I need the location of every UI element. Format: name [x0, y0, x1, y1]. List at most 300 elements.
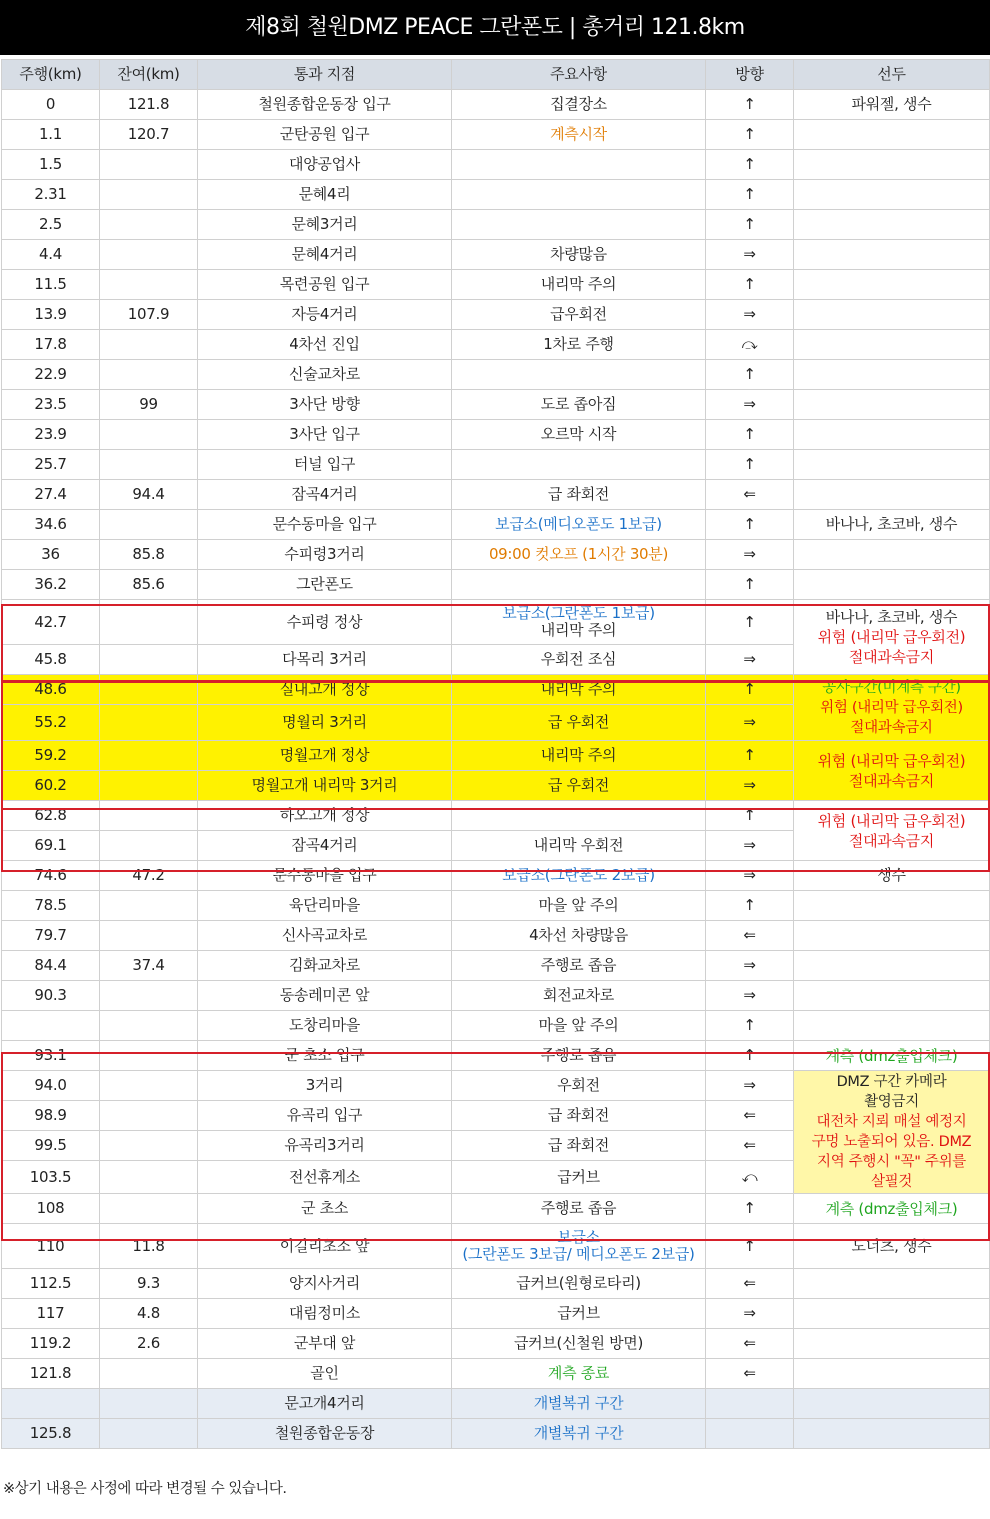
cell-memo: 우회전	[452, 1071, 706, 1101]
cell-point: 3거리	[198, 1071, 452, 1101]
cell-memo: 급 좌회전	[452, 1101, 706, 1131]
cell-memo: 주행로 좁음	[452, 1194, 706, 1224]
cell-memo: 급 우회전	[452, 771, 706, 801]
supply-label: 보급소	[557, 1228, 600, 1246]
cell-point: 전선휴게소	[198, 1161, 452, 1194]
box3-body	[2, 801, 990, 861]
arrow-left-icon: ⇐	[706, 1131, 794, 1161]
table-row	[2, 330, 990, 360]
cell-guide	[794, 981, 990, 1011]
cell-km: 1.5	[2, 150, 100, 180]
cell-point: 잠곡4거리	[198, 831, 452, 861]
cell-remaining: 9.3	[100, 1269, 198, 1299]
cell-guide	[794, 921, 990, 951]
cell-memo: 급 좌회전	[452, 480, 706, 510]
cell-memo	[452, 801, 706, 831]
danger-label: 위험 (내리막 급우회전)	[820, 699, 963, 716]
cell-km: 48.6	[2, 675, 100, 705]
cell-memo: 보급소(메디오폰도 1보급)	[452, 510, 706, 540]
cell-memo	[452, 210, 706, 240]
warning-label: 절대과속금지	[848, 771, 935, 790]
arrow-right-icon: ⇒	[706, 861, 794, 891]
table-row	[2, 240, 990, 270]
direction-empty	[706, 1389, 794, 1419]
header-remaining: 잔여(km)	[100, 60, 198, 90]
cell-km: 36.2	[2, 570, 100, 600]
cell-km: 103.5	[2, 1161, 100, 1194]
cell-remaining: 85.6	[100, 570, 198, 600]
cell-remaining	[100, 270, 198, 300]
cell-km: 23.9	[2, 420, 100, 450]
arrow-up-icon: ↑	[706, 600, 794, 645]
cell-remaining: 11.8	[100, 1224, 198, 1269]
cell-memo: 급 우회전	[452, 705, 706, 741]
cell-memo: 계측시작	[452, 120, 706, 150]
cell-point: 명월고개 정상	[198, 741, 452, 771]
mine-warning-line: 살필것	[870, 1174, 913, 1190]
cell-memo	[452, 1224, 706, 1269]
table-row	[2, 210, 990, 240]
cell-point: 자등4거리	[198, 300, 452, 330]
cell-point: 명월리 3거리	[198, 705, 452, 741]
table-row	[2, 951, 990, 981]
cell-guide	[794, 450, 990, 480]
arrow-left-icon: ⇐	[706, 921, 794, 951]
table-row	[2, 981, 990, 1011]
cell-km: 2.31	[2, 180, 100, 210]
cell-remaining: 47.2	[100, 861, 198, 891]
cell-point: 문혜3거리	[198, 210, 452, 240]
cell-remaining	[100, 675, 198, 705]
cell-memo: 계측 종료	[452, 1359, 706, 1389]
cell-remaining: 2.6	[100, 1329, 198, 1359]
cell-remaining: 85.8	[100, 540, 198, 570]
arrow-right-icon: ⇒	[706, 831, 794, 861]
table-row	[2, 450, 990, 480]
cell-guide	[794, 480, 990, 510]
cell-km: 99.5	[2, 1131, 100, 1161]
table-row	[2, 1071, 990, 1101]
cell-km: 4.4	[2, 240, 100, 270]
supply-label: 보급소(그란폰도 1보급)	[502, 604, 655, 622]
cell-km: 78.5	[2, 891, 100, 921]
cell-remaining	[100, 1011, 198, 1041]
cell-point: 잠곡4거리	[198, 480, 452, 510]
arrow-up-icon: ↑	[706, 90, 794, 120]
table-row	[2, 675, 990, 705]
cell-km: 117	[2, 1299, 100, 1329]
cell-guide	[794, 801, 990, 861]
cell-km: 23.5	[2, 390, 100, 420]
cell-guide	[794, 675, 990, 741]
cell-guide	[794, 1011, 990, 1041]
arrow-right-icon: ⇒	[706, 540, 794, 570]
cell-remaining: 4.8	[100, 1299, 198, 1329]
table-body-1	[2, 90, 990, 600]
cell-point: 육단리마을	[198, 891, 452, 921]
arrow-right-icon: ⇒	[706, 705, 794, 741]
cell-memo: 급커브(원형로타리)	[452, 1269, 706, 1299]
cell-remaining	[100, 1161, 198, 1194]
cell-point: 명월고개 내리막 3거리	[198, 771, 452, 801]
arrow-left-icon: ⇐	[706, 1269, 794, 1299]
cell-memo: 1차로 주행	[452, 330, 706, 360]
cell-guide	[794, 891, 990, 921]
cell-memo: 집결장소	[452, 90, 706, 120]
cell-remaining	[100, 1419, 198, 1449]
cell-point: 문혜4거리	[198, 240, 452, 270]
arrow-up-icon: ↑	[706, 210, 794, 240]
table-row	[2, 1269, 990, 1299]
arrow-up-icon: ↑	[706, 450, 794, 480]
cell-remaining: 99	[100, 390, 198, 420]
cell-guide	[794, 1359, 990, 1389]
cell-guide	[794, 300, 990, 330]
cell-remaining	[100, 360, 198, 390]
cell-memo: 회전교차로	[452, 981, 706, 1011]
table-body-2	[2, 861, 990, 1041]
cell-km: 98.9	[2, 1101, 100, 1131]
cell-remaining	[100, 981, 198, 1011]
cell-remaining	[100, 921, 198, 951]
cell-guide	[794, 1299, 990, 1329]
cell-point: 목련공원 입구	[198, 270, 452, 300]
cell-remaining	[100, 891, 198, 921]
cell-memo	[452, 360, 706, 390]
table-row	[2, 1011, 990, 1041]
cell-memo: 개별복귀 구간	[452, 1389, 706, 1419]
table-row	[2, 741, 990, 771]
table-row	[2, 921, 990, 951]
table-row	[2, 90, 990, 120]
warning-label: 절대과속금지	[848, 831, 935, 850]
cell-km: 60.2	[2, 771, 100, 801]
cell-remaining	[100, 1071, 198, 1101]
arrow-up-icon: ↑	[706, 570, 794, 600]
cell-memo: 마을 앞 주의	[452, 1011, 706, 1041]
arrow-up-icon: ↑	[706, 360, 794, 390]
cell-point: 문고개4거리	[198, 1389, 452, 1419]
cell-point: 철원종합운동장	[198, 1419, 452, 1449]
cell-point: 군부대 앞	[198, 1329, 452, 1359]
route-table-wrap	[1, 59, 989, 1449]
table-header-row	[2, 60, 990, 90]
cell-memo: 오르막 시작	[452, 420, 706, 450]
cell-km: 79.7	[2, 921, 100, 951]
footnote: ※상기 내용은 사정에 따라 변경될 수 있습니다.	[3, 1481, 287, 1497]
mine-warning-line: 지역 주행시 "꼭" 주위를	[816, 1154, 967, 1170]
table-row	[2, 150, 990, 180]
cell-point: 군 초소 입구	[198, 1041, 452, 1071]
arrow-up-icon: ↑	[706, 150, 794, 180]
arrow-up-icon: ↑	[706, 891, 794, 921]
table-row	[2, 861, 990, 891]
cell-km: 74.6	[2, 861, 100, 891]
table-row	[2, 891, 990, 921]
cell-guide	[794, 540, 990, 570]
cell-remaining	[100, 600, 198, 645]
arrow-right-icon: ⇒	[706, 951, 794, 981]
table-row	[2, 1299, 990, 1329]
box4-body	[2, 1041, 990, 1224]
cell-guide	[794, 741, 990, 801]
table-row	[2, 600, 990, 645]
cell-point: 유곡리3거리	[198, 1131, 452, 1161]
cell-remaining	[100, 150, 198, 180]
cell-km: 45.8	[2, 645, 100, 675]
cell-km: 69.1	[2, 831, 100, 861]
cell-km: 108	[2, 1194, 100, 1224]
arrow-left-icon: ⇐	[706, 1329, 794, 1359]
cell-memo	[452, 600, 706, 645]
cell-memo: 급우회전	[452, 300, 706, 330]
row110-body	[2, 1224, 990, 1269]
cell-guide	[794, 180, 990, 210]
cell-km: 1.1	[2, 120, 100, 150]
arrow-right-icon: ⇒	[706, 981, 794, 1011]
warning-label: 절대과속금지	[850, 719, 933, 736]
arrow-curve-icon: ⤺	[706, 1161, 794, 1194]
cell-memo: 급커브	[452, 1161, 706, 1194]
arrow-up-icon: ↑	[706, 510, 794, 540]
box2-body	[2, 675, 990, 801]
cell-km: 22.9	[2, 360, 100, 390]
cell-guide	[794, 210, 990, 240]
memo-line: 내리막 주의	[540, 621, 617, 639]
arrow-up-icon: ↑	[706, 1041, 794, 1071]
cell-point: 유곡리 입구	[198, 1101, 452, 1131]
cell-km: 25.7	[2, 450, 100, 480]
header-guide: 선두	[794, 60, 990, 90]
cell-km: 84.4	[2, 951, 100, 981]
cell-remaining	[100, 420, 198, 450]
cell-remaining	[100, 801, 198, 831]
arrow-up-icon: ↑	[706, 675, 794, 705]
table-row	[2, 180, 990, 210]
arrow-right-icon: ⇒	[706, 1071, 794, 1101]
arrow-up-icon: ↑	[706, 1194, 794, 1224]
page-title: 제8회 철원DMZ PEACE 그란폰도 | 총거리 121.8km	[0, 0, 990, 55]
cell-memo: 차량많음	[452, 240, 706, 270]
header-km: 주행(km)	[2, 60, 100, 90]
cell-memo: 우회전 조심	[452, 645, 706, 675]
table-row	[2, 801, 990, 831]
cell-memo: 내리막 주의	[452, 741, 706, 771]
camera-warning-line: DMZ 구간 카메라	[836, 1074, 947, 1090]
cell-memo: 주행로 좁음	[452, 951, 706, 981]
cell-point: 김화교차로	[198, 951, 452, 981]
cell-km: 17.8	[2, 330, 100, 360]
table-row	[2, 1389, 990, 1419]
cell-point: 터널 입구	[198, 450, 452, 480]
cell-point: 문수동마을 입구	[198, 510, 452, 540]
cell-km: 34.6	[2, 510, 100, 540]
cell-guide	[794, 390, 990, 420]
arrow-right-icon: ⇒	[706, 1299, 794, 1329]
cell-memo	[452, 570, 706, 600]
cell-km: 0	[2, 90, 100, 120]
cell-memo: 마을 앞 주의	[452, 891, 706, 921]
table-row	[2, 1419, 990, 1449]
cell-km: 119.2	[2, 1329, 100, 1359]
arrow-up-icon: ↑	[706, 1224, 794, 1269]
cell-point: 군 초소	[198, 1194, 452, 1224]
arrow-up-icon: ↑	[706, 801, 794, 831]
cell-km: 110	[2, 1224, 100, 1269]
route-table	[1, 59, 990, 1449]
cell-point: 수피령 정상	[198, 600, 452, 645]
cell-remaining	[100, 1359, 198, 1389]
arrow-curve-icon: ⤼	[706, 330, 794, 360]
cell-point: 신술교차로	[198, 360, 452, 390]
camera-warning-line: 촬영금지	[864, 1094, 919, 1110]
cell-point: 대양공업사	[198, 150, 452, 180]
danger-label: 위험 (내리막 급우회전)	[817, 628, 966, 646]
cell-guide	[794, 120, 990, 150]
cell-remaining	[100, 210, 198, 240]
cell-remaining	[100, 705, 198, 741]
cell-km: 2.5	[2, 210, 100, 240]
cell-point: 군탄공원 입구	[198, 120, 452, 150]
arrow-up-icon: ↑	[706, 270, 794, 300]
cell-point: 문혜4리	[198, 180, 452, 210]
arrow-right-icon: ⇒	[706, 771, 794, 801]
cell-km: 121.8	[2, 1359, 100, 1389]
cell-point: 수피령3거리	[198, 540, 452, 570]
cell-guide	[794, 1269, 990, 1299]
cell-remaining	[100, 1389, 198, 1419]
cell-remaining	[100, 1131, 198, 1161]
table-row	[2, 1041, 990, 1071]
cell-remaining	[100, 180, 198, 210]
cell-guide	[794, 600, 990, 675]
cell-guide	[794, 150, 990, 180]
cell-remaining	[100, 1041, 198, 1071]
danger-label: 위험 (내리막 급우회전)	[817, 751, 966, 770]
arrow-up-icon: ↑	[706, 120, 794, 150]
cell-guide	[794, 1329, 990, 1359]
cell-km: 112.5	[2, 1269, 100, 1299]
cell-point: 신사곡교차로	[198, 921, 452, 951]
cell-remaining: 121.8	[100, 90, 198, 120]
cell-point: 3사단 입구	[198, 420, 452, 450]
cell-point: 문수동마을 입구	[198, 861, 452, 891]
cell-guide	[794, 1419, 990, 1449]
header-point: 통과 지점	[198, 60, 452, 90]
cell-memo: 급커브	[452, 1299, 706, 1329]
cell-km: 62.8	[2, 801, 100, 831]
cell-memo: 개별복귀 구간	[452, 1419, 706, 1449]
table-row	[2, 120, 990, 150]
arrow-up-icon: ↑	[706, 420, 794, 450]
cell-point: 3사단 방향	[198, 390, 452, 420]
cell-guide	[794, 240, 990, 270]
dmz-warning-cell	[794, 1071, 990, 1194]
mine-warning-line: 구멍 노출되어 있음. DMZ	[811, 1134, 972, 1150]
cell-km: 55.2	[2, 705, 100, 741]
cell-guide	[794, 420, 990, 450]
cell-km: 90.3	[2, 981, 100, 1011]
table-row	[2, 1359, 990, 1389]
cell-km: 27.4	[2, 480, 100, 510]
cell-km: 93.1	[2, 1041, 100, 1071]
cell-point: 하오고개 정상	[198, 801, 452, 831]
cell-point: 4차선 진입	[198, 330, 452, 360]
arrow-right-icon: ⇒	[706, 645, 794, 675]
table-row	[2, 1224, 990, 1269]
cell-guide: 파워젤, 생수	[794, 90, 990, 120]
cell-memo: 내리막 우회전	[452, 831, 706, 861]
cell-km: 125.8	[2, 1419, 100, 1449]
cell-km: 13.9	[2, 300, 100, 330]
header-direction: 방향	[706, 60, 794, 90]
table-row	[2, 510, 990, 540]
cell-guide	[794, 330, 990, 360]
table-row	[2, 480, 990, 510]
danger-label: 위험 (내리막 급우회전)	[817, 811, 966, 830]
cell-remaining	[100, 240, 198, 270]
cell-remaining: 94.4	[100, 480, 198, 510]
direction-empty	[706, 1419, 794, 1449]
cell-remaining	[100, 1194, 198, 1224]
cell-point: 이길리초소 앞	[198, 1224, 452, 1269]
cell-memo: 4차선 차량많음	[452, 921, 706, 951]
cell-guide	[794, 360, 990, 390]
table-body-3	[2, 1269, 990, 1389]
cell-remaining	[100, 771, 198, 801]
cell-memo	[452, 180, 706, 210]
construction-label: 공사구간(미계측 구간)	[822, 679, 961, 696]
arrow-up-icon: ↑	[706, 180, 794, 210]
cell-km	[2, 1389, 100, 1419]
box1-body	[2, 600, 990, 675]
arrow-right-icon: ⇒	[706, 240, 794, 270]
cell-memo	[452, 150, 706, 180]
table-row	[2, 300, 990, 330]
arrow-left-icon: ⇐	[706, 1359, 794, 1389]
cell-guide: 생수	[794, 861, 990, 891]
cell-memo: 09:00 컷오프 (1시간 30분)	[452, 540, 706, 570]
arrow-right-icon: ⇒	[706, 390, 794, 420]
cell-km: 94.0	[2, 1071, 100, 1101]
cell-point: 대림정미소	[198, 1299, 452, 1329]
cell-point: 도창리마을	[198, 1011, 452, 1041]
cell-km: 59.2	[2, 741, 100, 771]
header-memo: 주요사항	[452, 60, 706, 90]
cell-point: 동송레미콘 앞	[198, 981, 452, 1011]
cell-km	[2, 1011, 100, 1041]
mine-warning-line: 대전차 지뢰 매설 예정지	[816, 1114, 967, 1130]
arrow-up-icon: ↑	[706, 1011, 794, 1041]
return-section-body	[2, 1389, 990, 1449]
cell-guide	[794, 570, 990, 600]
cell-memo: 내리막 주의	[452, 675, 706, 705]
table-row	[2, 270, 990, 300]
arrow-up-icon: ↑	[706, 741, 794, 771]
cell-km: 11.5	[2, 270, 100, 300]
cell-remaining	[100, 1101, 198, 1131]
table-row	[2, 360, 990, 390]
cell-km: 36	[2, 540, 100, 570]
cell-remaining: 37.4	[100, 951, 198, 981]
table-row	[2, 1194, 990, 1224]
cell-remaining	[100, 741, 198, 771]
table-row	[2, 420, 990, 450]
cell-point: 실내고개 정상	[198, 675, 452, 705]
cell-remaining	[100, 450, 198, 480]
checkpoint-label: 계측 (dmz출입체크)	[794, 1194, 990, 1224]
cell-memo: 급 좌회전	[452, 1131, 706, 1161]
